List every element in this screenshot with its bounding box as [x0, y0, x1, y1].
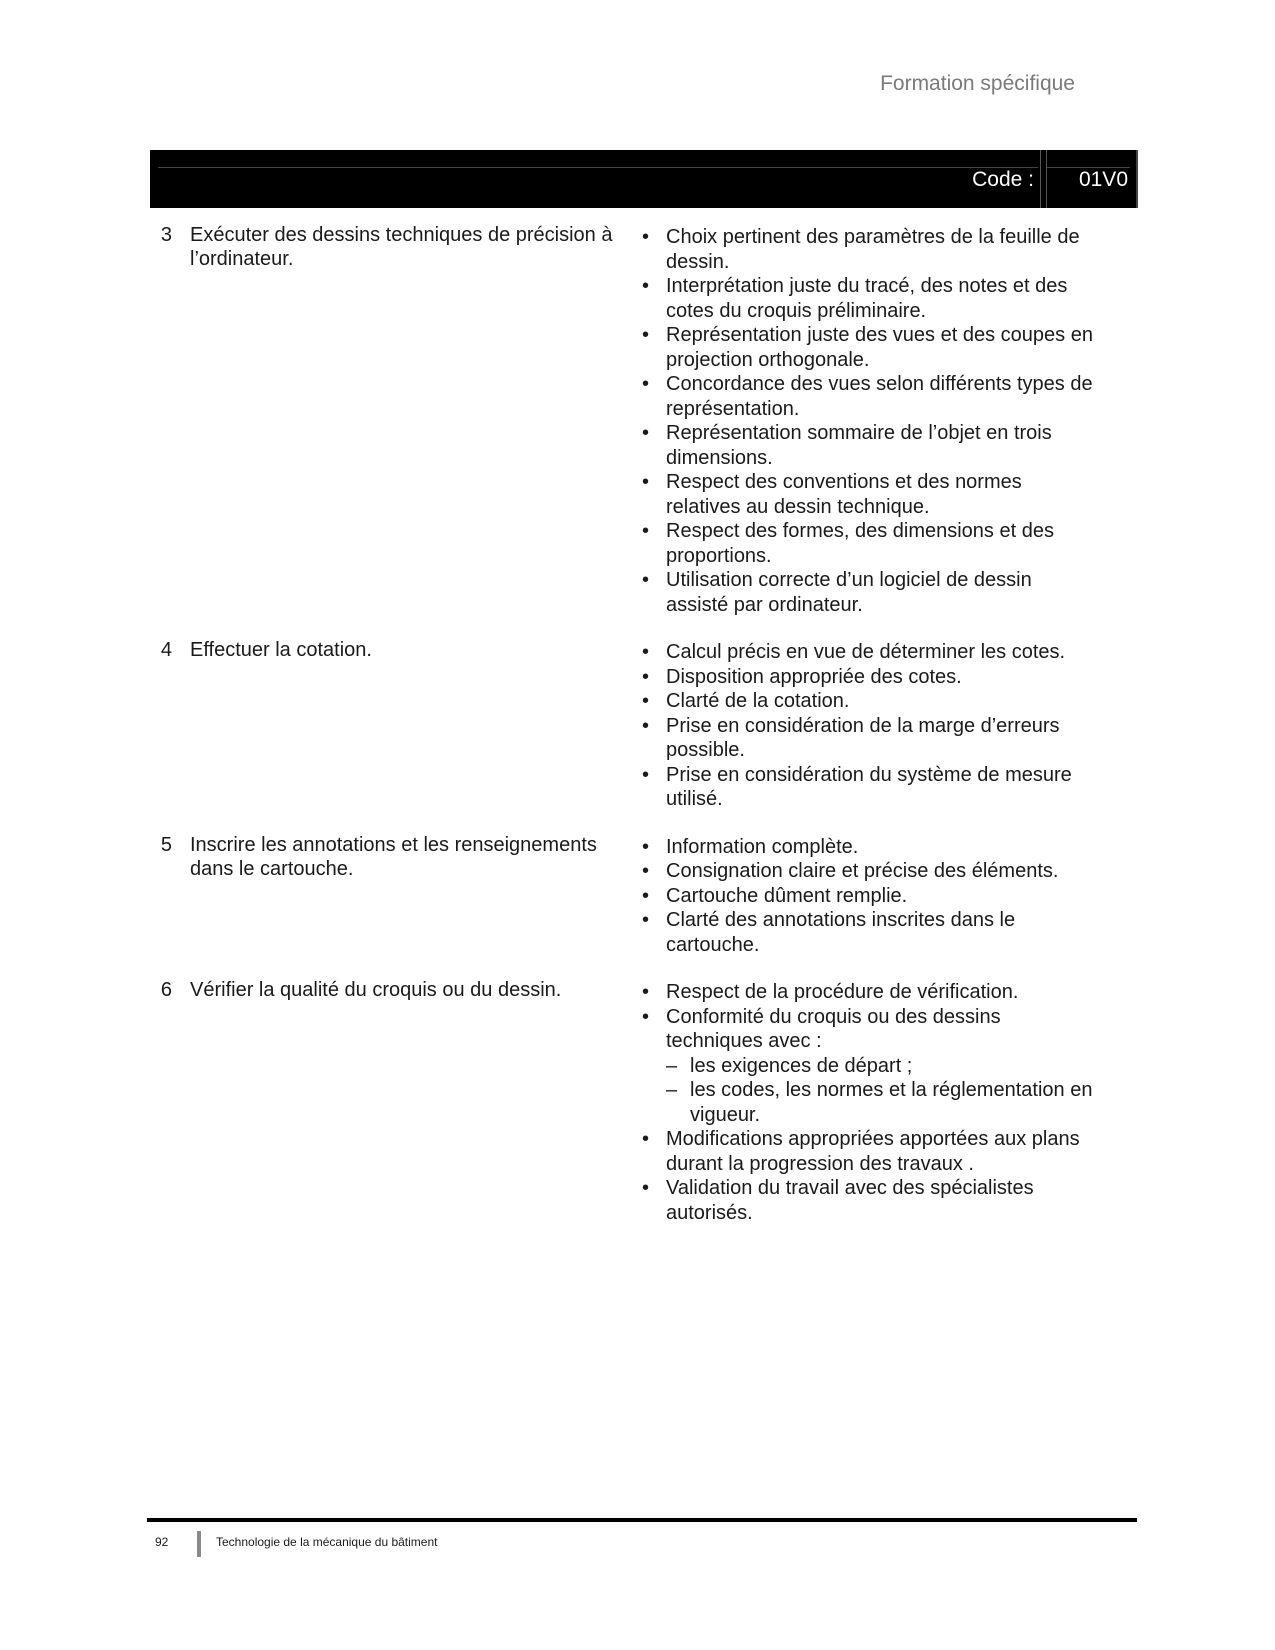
footer-separator: [197, 1531, 201, 1557]
code-bar-edge: [1136, 150, 1138, 208]
bullet-icon: •: [642, 690, 650, 712]
table-row: [150, 638, 1138, 812]
dash-icon: –: [666, 1054, 678, 1077]
footer-rule: [147, 1518, 1137, 1522]
sub-criterion-text: les codes, les normes et la réglementation en vigueur.: [690, 1079, 1093, 1126]
bullet-icon: •: [642, 884, 650, 907]
table-row: [150, 833, 1138, 958]
criterion-text: Interprétation juste du tracé, des notes et des cotes du croquis préliminaire.: [666, 275, 1068, 322]
criterion-item: [640, 763, 1138, 812]
bullet-icon: •: [642, 275, 650, 297]
bullet-icon: •: [642, 373, 650, 395]
criterion-item: [640, 225, 1138, 274]
criterion-item: [640, 665, 1138, 690]
step-number: 4: [160, 639, 172, 661]
criterion-text: Respect de la procédure de vérification.: [666, 981, 1019, 1003]
criterion-item: [640, 689, 1138, 714]
step-text: Vérifier la qualité du croquis ou du dessin.: [190, 979, 562, 1001]
bullet-icon: •: [642, 422, 650, 444]
bullet-icon: •: [642, 665, 650, 688]
step-cell: [150, 223, 640, 617]
criteria-list: [640, 223, 1138, 617]
criterion-text: Cartouche dûment remplie.: [666, 884, 908, 907]
criterion-item: [640, 372, 1138, 421]
criterion-item: [640, 470, 1138, 519]
criterion-item: [640, 884, 1138, 909]
bullet-icon: •: [642, 835, 650, 858]
criterion-text: Concordance des vues selon différents types de représentation.: [666, 373, 1093, 420]
criterion-text: Information complète.: [666, 835, 859, 858]
step-number: 3: [160, 224, 172, 246]
criterion-text: Calcul précis en vue de déterminer les cotes.: [666, 641, 1066, 663]
bullet-icon: •: [642, 981, 650, 1003]
bullet-icon: •: [642, 909, 650, 931]
bullet-icon: •: [642, 860, 650, 882]
code-bar-separator-inner: [1046, 150, 1047, 208]
criterion-text: Prise en considération du système de mesure utilisé.: [666, 763, 1072, 810]
step-text: Inscrire les annotations et les renseignements dans le cartouche.: [190, 833, 597, 880]
criterion-item: [640, 835, 1138, 860]
step-text: Exécuter des dessins techniques de précision à l’ordinateur.: [190, 224, 613, 270]
step-number: 6: [160, 979, 172, 1001]
bullet-icon: •: [642, 1128, 650, 1150]
bullet-icon: •: [642, 471, 650, 493]
step-cell: [150, 833, 640, 958]
criterion-item: [640, 859, 1138, 884]
criterion-text: Consignation claire et précise des éléments.: [666, 860, 1059, 882]
bullet-icon: •: [642, 520, 650, 542]
bullet-icon: •: [642, 763, 650, 786]
bullet-icon: •: [642, 1005, 650, 1028]
criterion-item: [640, 519, 1138, 568]
criterion-text: Clarté de la cotation.: [666, 690, 850, 712]
criterion-item: [640, 568, 1138, 617]
criterion-item: [640, 980, 1138, 1005]
criterion-item: [640, 421, 1138, 470]
competency-table: [150, 223, 1138, 1246]
criterion-item: [640, 714, 1138, 763]
footer-title: Technologie de la mécanique du bâtiment: [216, 1535, 438, 1549]
criterion-item: [640, 323, 1138, 372]
step-text: Effectuer la cotation.: [190, 639, 372, 661]
code-label: Code :: [972, 168, 1034, 191]
code-bar-separator: [1040, 150, 1041, 208]
criterion-text: Validation du travail avec des spécialistes autorisés.: [666, 1177, 1034, 1224]
table-row: [150, 223, 1138, 617]
criterion-text: Prise en considération de la marge d’erreurs possible.: [666, 714, 1060, 761]
sub-criteria-list: [666, 1054, 1098, 1128]
criterion-text: Conformité du croquis ou des dessins techniques avec :: [666, 1005, 1001, 1052]
sub-criterion-text: les exigences de départ ;: [690, 1054, 913, 1077]
bullet-icon: •: [642, 714, 650, 737]
criteria-list: [640, 978, 1138, 1225]
criterion-text: Représentation juste des vues et des coupes en projection orthogonale.: [666, 324, 1093, 371]
criterion-item: [640, 640, 1138, 665]
criterion-text: Respect des formes, des dimensions et des proportions.: [666, 520, 1054, 567]
dash-icon: –: [666, 1079, 678, 1101]
table-row: [150, 978, 1138, 1225]
bullet-icon: •: [642, 1177, 650, 1199]
criterion-text: Disposition appropriée des cotes.: [666, 665, 962, 688]
bullet-icon: •: [642, 324, 650, 346]
bullet-icon: •: [642, 641, 650, 663]
criteria-list: [640, 638, 1138, 812]
criterion-item: [640, 1127, 1138, 1176]
code-bar-rule: [158, 167, 1038, 168]
criterion-text: Clarté des annotations inscrites dans le cartouche.: [666, 909, 1016, 956]
code-value: 01V0: [1078, 168, 1128, 191]
bullet-icon: •: [642, 226, 650, 248]
criterion-item: [640, 908, 1138, 957]
criterion-text: Respect des conventions et des normes relatives au dessin technique.: [666, 471, 1022, 518]
criterion-text: Représentation sommaire de l’objet en trois dimensions.: [666, 422, 1052, 469]
criterion-item: [640, 1176, 1138, 1225]
running-header: Formation spécifique: [880, 72, 1075, 95]
criterion-text: Choix pertinent des paramètres de la feuille de dessin.: [666, 226, 1080, 273]
bullet-icon: •: [642, 569, 650, 591]
step-cell: [150, 638, 640, 812]
criterion-item: [640, 1005, 1138, 1128]
sub-criterion-item: [666, 1054, 1098, 1079]
criterion-text: Utilisation correcte d’un logiciel de dessin assisté par ordinateur.: [666, 569, 1032, 616]
criteria-list: [640, 833, 1138, 958]
step-cell: [150, 978, 640, 1225]
criterion-item: [640, 274, 1138, 323]
sub-criterion-item: [666, 1078, 1098, 1127]
criterion-text: Modifications appropriées apportées aux plans durant la progression des travaux .: [666, 1128, 1080, 1175]
page-number: 92: [155, 1535, 169, 1549]
code-bar: [150, 150, 1138, 208]
step-number: 5: [160, 833, 172, 856]
